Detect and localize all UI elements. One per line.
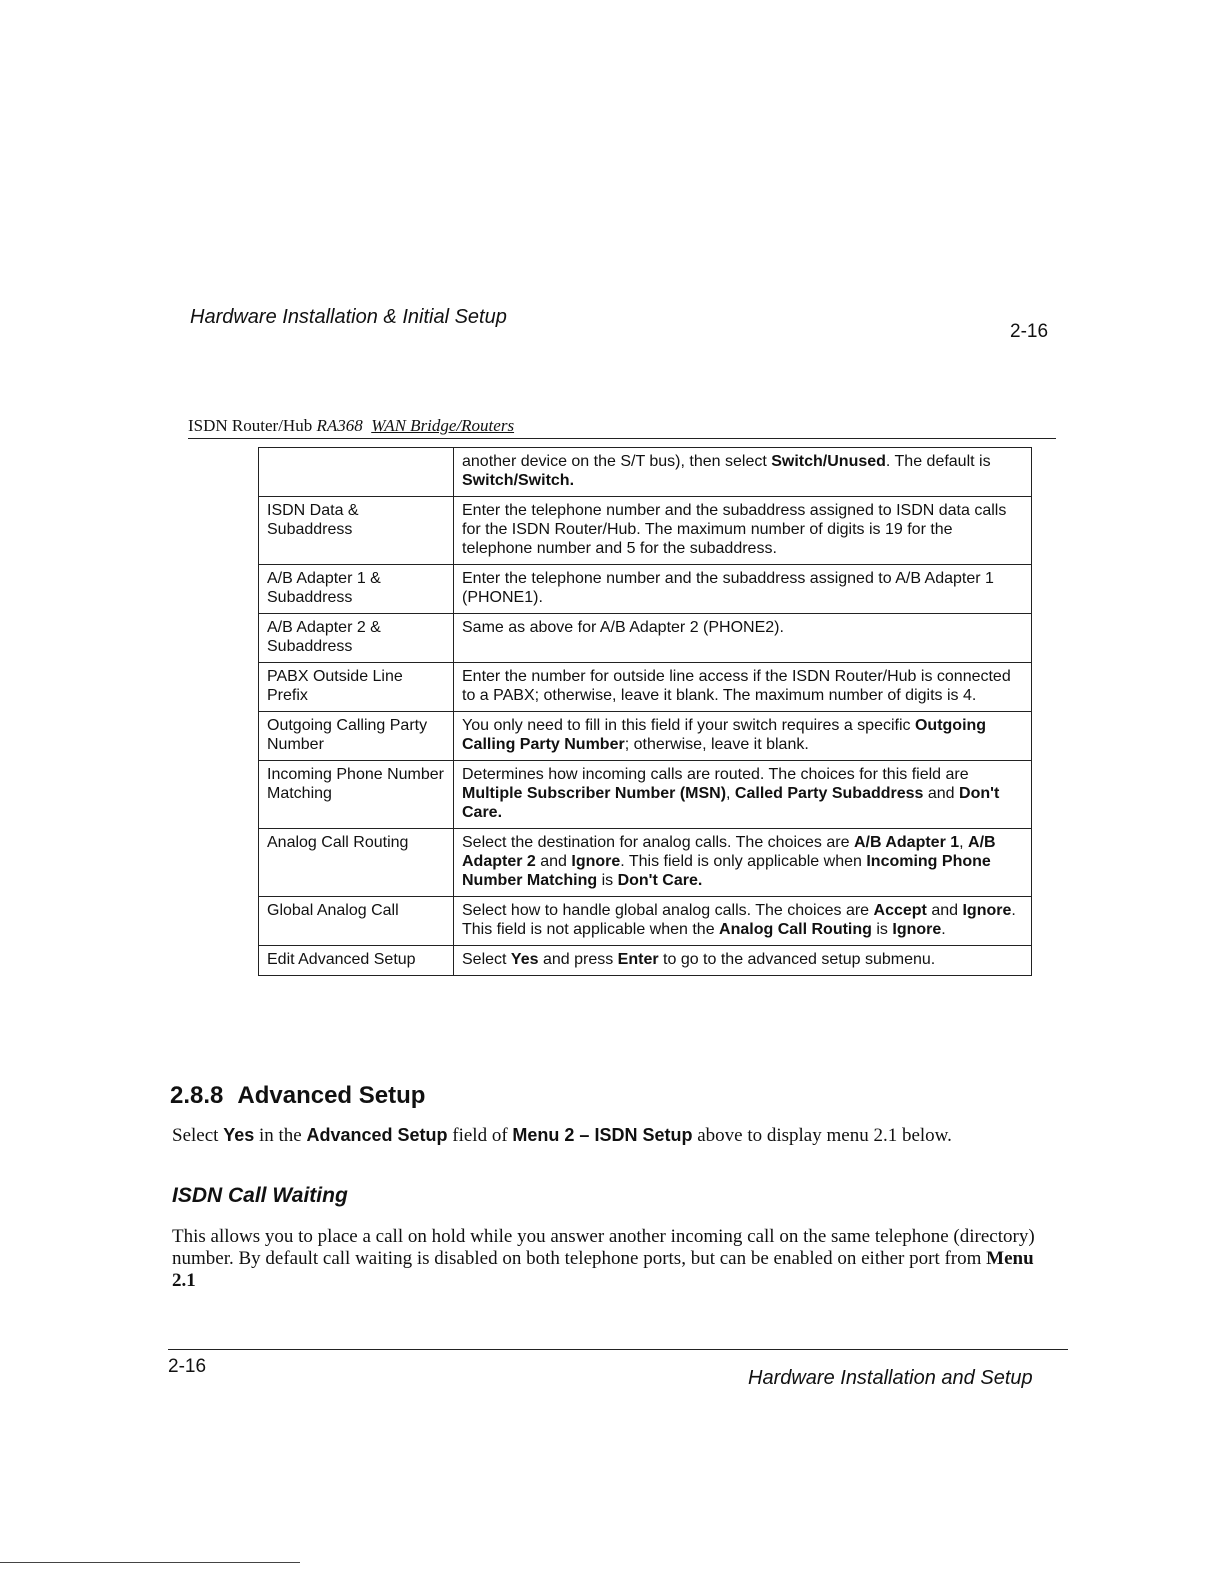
bold-text: Ignore — [892, 921, 942, 938]
bold-text: Incoming Phone Number Matching — [462, 853, 991, 889]
bold-text: A/B Adapter 1 — [853, 834, 960, 851]
text-run: and — [926, 902, 963, 919]
field-name-cell: Global Analog Call — [259, 897, 454, 946]
text-run: field of — [447, 1125, 513, 1146]
text-run: Select how to handle global analog calls. The choices are — [462, 902, 874, 919]
text-run: another device on the S/T bus), then select — [462, 453, 772, 470]
field-name-cell: A/B Adapter 1 & Subaddress — [259, 565, 454, 614]
text-run: ; otherwise, leave it blank. — [624, 736, 809, 753]
text-run: . This field is not applicable when the — [462, 902, 1016, 938]
field-description-cell — [454, 448, 1032, 497]
field-description-cell — [454, 565, 1032, 614]
settings-table-body — [259, 448, 1032, 976]
field-name-cell: Edit Advanced Setup — [259, 946, 454, 976]
bold-text: Yes — [223, 1125, 255, 1145]
table-row — [259, 761, 1032, 829]
text-run: in the — [254, 1125, 307, 1146]
text-run: , — [959, 834, 969, 851]
table-row — [259, 897, 1032, 946]
field-name-cell — [259, 448, 454, 497]
field-name-cell: Incoming Phone Number Matching — [259, 761, 454, 829]
field-description-cell — [454, 946, 1032, 976]
bold-text: Multiple Subscriber Number (MSN) — [462, 785, 727, 802]
bold-text: Called Party Subaddress — [734, 785, 924, 802]
text-run: to go to the advanced setup submenu. — [658, 951, 936, 968]
table-row — [259, 712, 1032, 761]
text-run: above to display menu 2.1 below. — [692, 1125, 952, 1146]
product-line-prefix: ISDN Router/Hub — [188, 416, 317, 435]
text-run: Select — [172, 1125, 224, 1146]
bold-text: Menu 2 – ISDN Setup — [512, 1125, 693, 1145]
text-run: Enter the telephone number and the subaddress assigned to A/B Adapter 1 (PHONE1). — [462, 570, 994, 606]
subsection-heading: ISDN Call Waiting — [172, 1184, 348, 1207]
bold-text: Switch/Switch. — [462, 472, 575, 489]
bold-text: Yes — [510, 951, 539, 968]
table-row — [259, 448, 1032, 497]
text-run: . — [941, 921, 946, 938]
scan-artifact-line — [0, 1562, 300, 1563]
text-run: Same as above for A/B Adapter 2 (PHONE2). — [462, 619, 784, 636]
text-run: and — [535, 853, 572, 870]
field-description-cell — [454, 829, 1032, 897]
field-name-cell: ISDN Data & Subaddress — [259, 497, 454, 565]
footer-divider — [168, 1349, 1068, 1350]
bold-text: Don't Care. — [462, 785, 1000, 821]
field-name-cell: Analog Call Routing — [259, 829, 454, 897]
bold-text: Ignore — [962, 902, 1012, 919]
text-run: , — [726, 785, 735, 802]
section-heading — [170, 1082, 425, 1110]
text-run: and — [923, 785, 960, 802]
field-name-cell: A/B Adapter 2 & Subaddress — [259, 614, 454, 663]
bold-text: Ignore — [571, 853, 621, 870]
table-row — [259, 946, 1032, 976]
bold-text: Switch/Unused — [771, 453, 886, 470]
table-row — [259, 829, 1032, 897]
field-name-cell: Outgoing Calling Party Number — [259, 712, 454, 761]
field-description-cell — [454, 712, 1032, 761]
intro-paragraph — [172, 1124, 1032, 1147]
text-run: Enter the telephone number and the subaddress assigned to ISDN data calls for the ISDN Router/Hub. The maximum number of digits is 19 for the telephone number and 5 for the subaddress. — [462, 502, 1007, 557]
footer-page-number: 2-16 — [168, 1356, 207, 1377]
section-title: Advanced Setup — [237, 1082, 426, 1109]
table-row — [259, 663, 1032, 712]
section-number: 2.8.8 — [170, 1082, 224, 1109]
field-description-cell — [454, 897, 1032, 946]
running-header-page-number: 2-16 — [1010, 321, 1049, 342]
table-row — [259, 614, 1032, 663]
bold-text: A/B Adapter 2 — [462, 834, 996, 870]
text-run: is — [597, 872, 618, 889]
text-run: This allows you to place a call on hold while you answer another incoming call on the same telephone (directory) number. By default call waiting is disabled on both telephone ports, but can be enabled on either port from — [172, 1226, 1035, 1269]
text-run: Determines how incoming calls are routed. The choices for this field are — [462, 766, 969, 783]
text-run: . This field is only applicable when — [620, 853, 867, 870]
bold-text: Outgoing Calling Party Number — [462, 717, 987, 753]
bold-text: Enter — [617, 951, 659, 968]
product-line-model: RA368 — [316, 416, 363, 435]
field-description-cell — [454, 497, 1032, 565]
bold-text: Menu 2.1 — [172, 1248, 1034, 1291]
table-row — [259, 497, 1032, 565]
call-waiting-paragraph — [172, 1226, 1042, 1292]
text-run: Enter the number for outside line access if the ISDN Router/Hub is connected to a PABX; otherwise, leave it blank. The maximum number of digits is 4. — [462, 668, 1011, 704]
text-run: You only need to fill in this field if your switch requires a specific — [462, 717, 915, 734]
field-description-cell — [454, 663, 1032, 712]
bold-text: Analog Call Routing — [719, 921, 872, 938]
text-run: . The default is — [885, 453, 991, 470]
bold-text: Accept — [873, 902, 927, 919]
field-name-cell: PABX Outside Line Prefix — [259, 663, 454, 712]
footer-title: Hardware Installation and Setup — [748, 1367, 1033, 1389]
product-line-suffix: WAN Bridge/Routers — [371, 416, 515, 435]
field-description-cell — [454, 761, 1032, 829]
settings-table — [258, 447, 1032, 976]
text-run: and press — [538, 951, 618, 968]
bold-text: Advanced Setup — [306, 1125, 448, 1145]
bold-text: Don't Care. — [617, 872, 703, 889]
field-description-cell — [454, 614, 1032, 663]
running-header-title: Hardware Installation & Initial Setup — [190, 306, 507, 328]
product-line — [188, 416, 1056, 439]
text-run: Select — [462, 951, 511, 968]
text-run: Select the destination for analog calls. The choices are — [462, 834, 854, 851]
table-row — [259, 565, 1032, 614]
text-run: is — [871, 921, 893, 938]
